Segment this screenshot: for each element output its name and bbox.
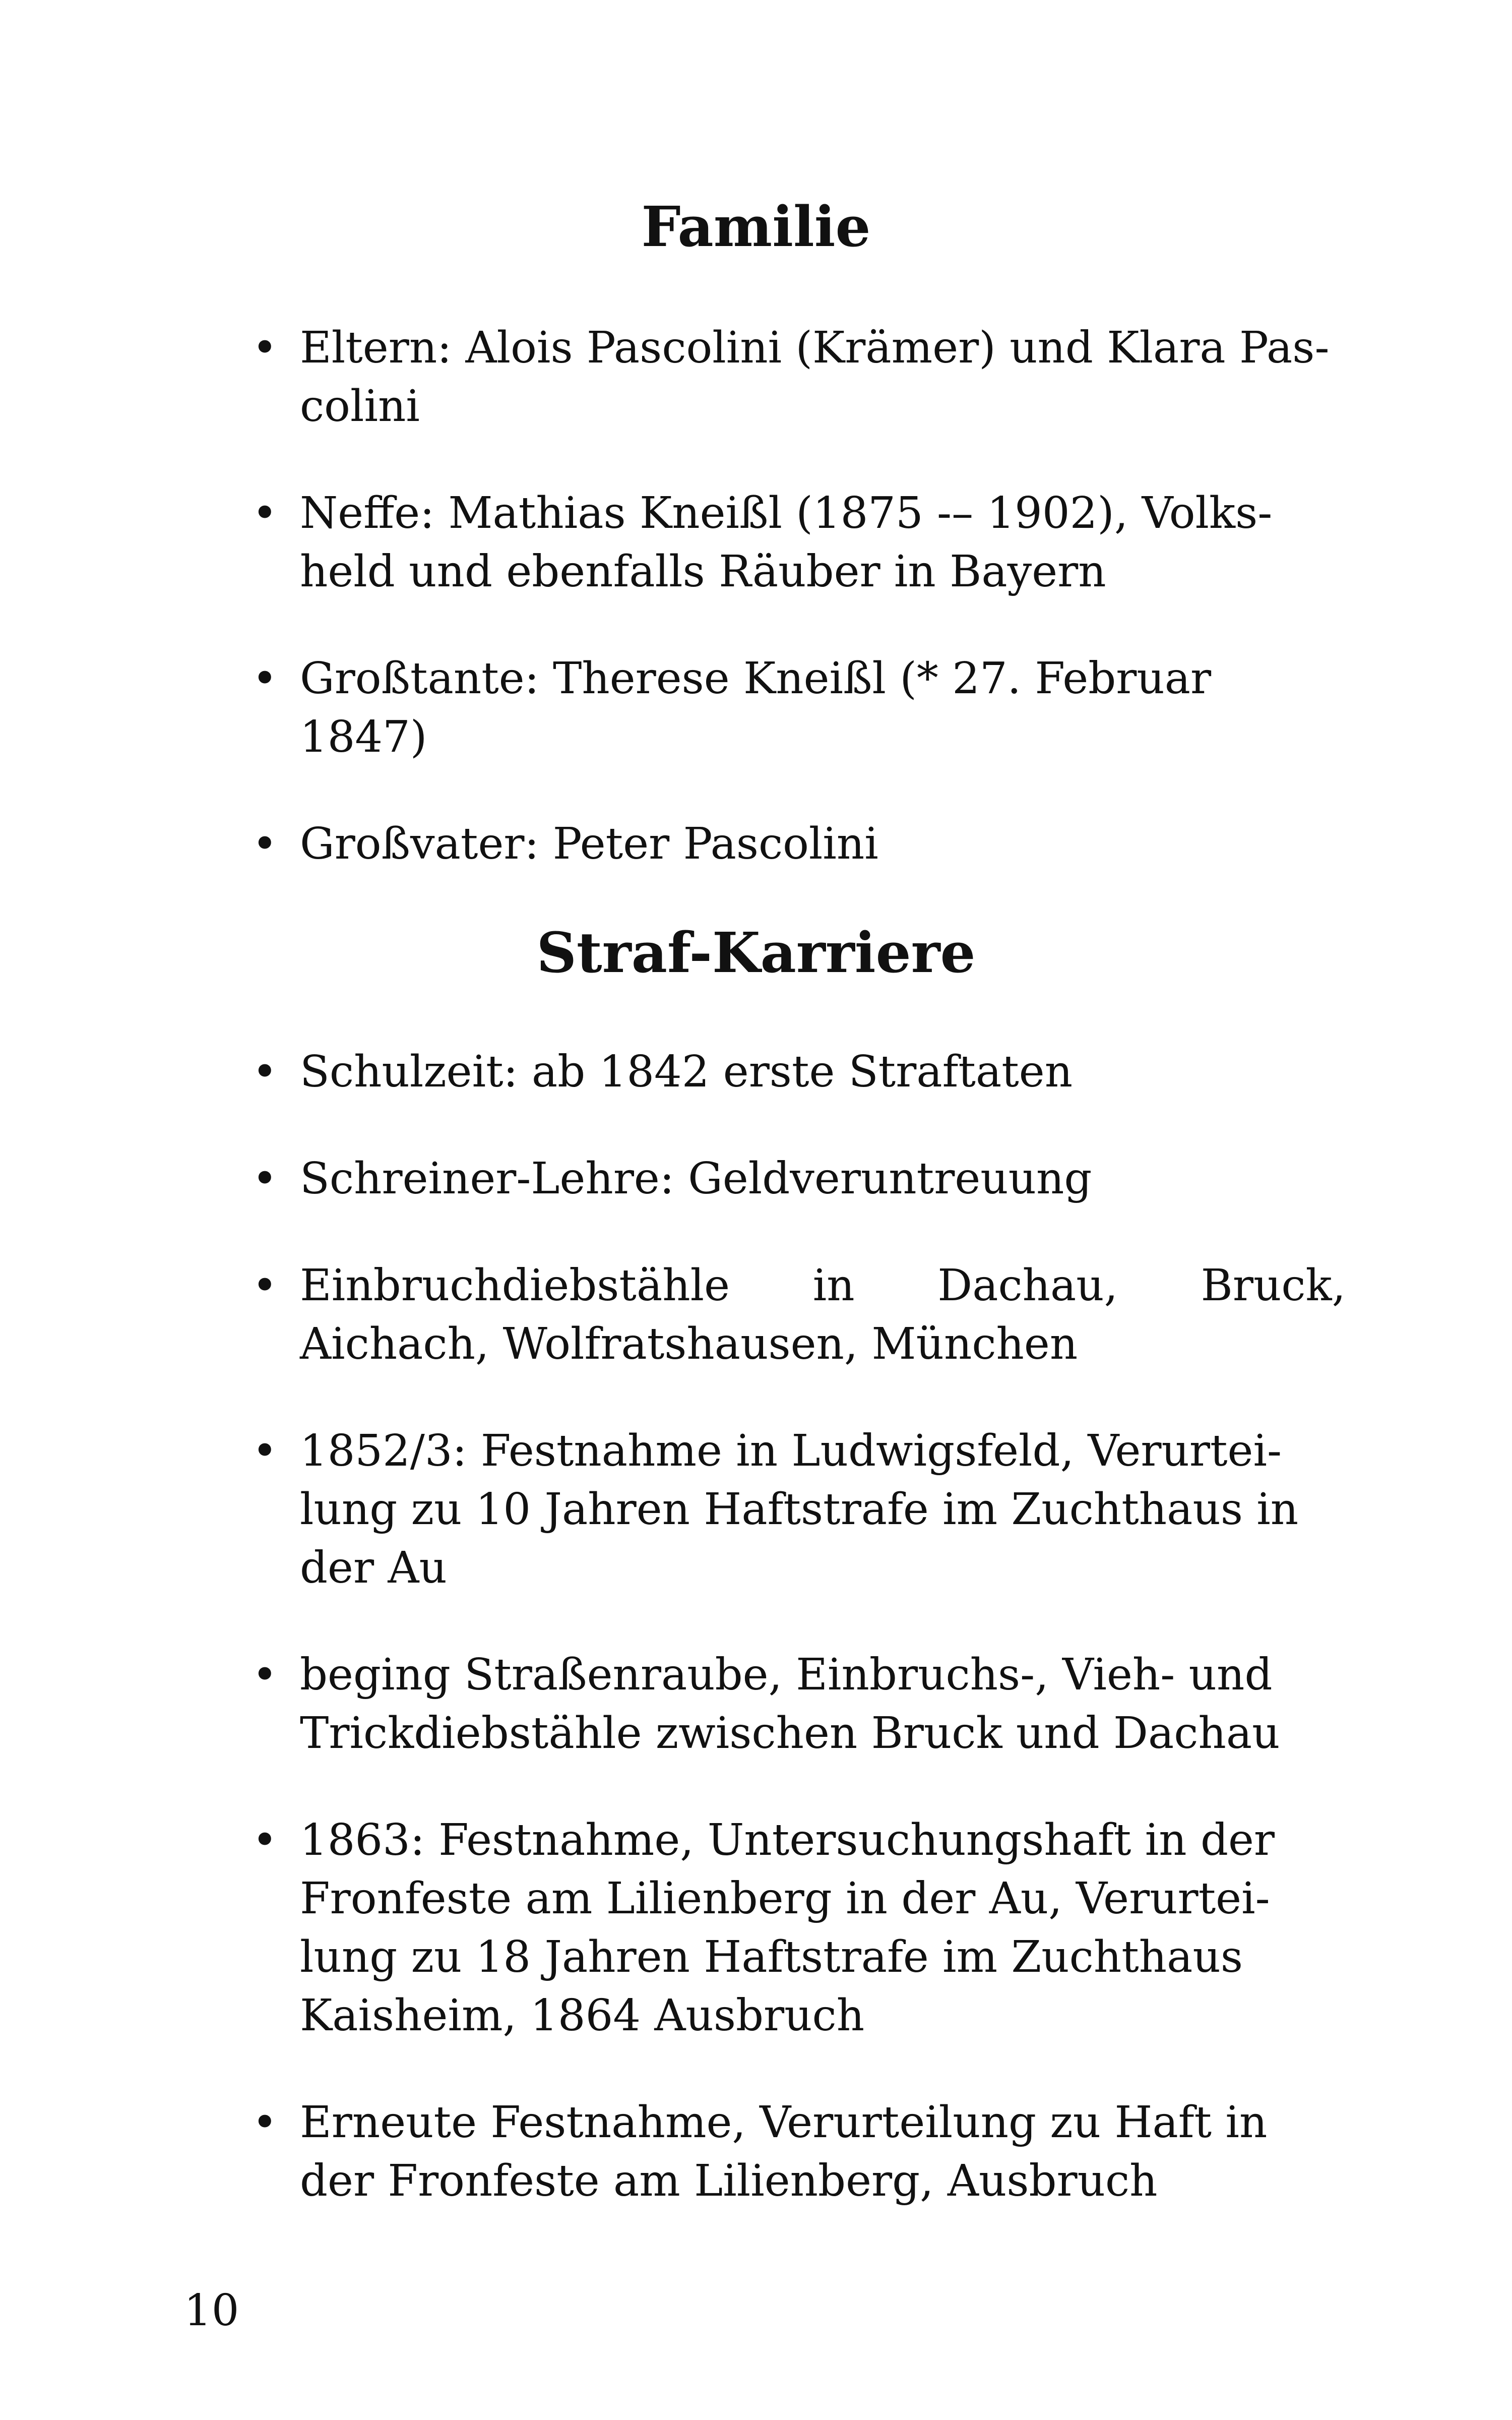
familie-list: [252, 319, 1346, 922]
bullet-icon: •: [252, 323, 278, 373]
list-item: [252, 2093, 1346, 2210]
straf-karriere-list: [252, 1043, 1346, 2259]
bullet-icon: •: [252, 1154, 278, 1204]
bullet-icon: •: [252, 2097, 278, 2148]
list-item-text: Großtante: Therese Kneißl (* 27. Februar 1847): [300, 653, 1212, 762]
section-title-familie: Familie: [641, 194, 871, 259]
list-item: [252, 1811, 1346, 2045]
list-item-text: beging Straßenraube, Einbruchs-, Vieh- und Trickdiebstähle zwischen Bruck und Dachau: [300, 1650, 1280, 1759]
list-item-text: Schulzeit: ab 1842 erste Straftaten: [300, 1047, 1073, 1097]
list-item: [252, 484, 1346, 601]
list-item: [252, 319, 1346, 436]
list-item: [252, 815, 1346, 873]
bullet-icon: •: [252, 1047, 278, 1097]
list-item-text: 1863: Festnahme, Untersuchungshaft in der Fronfeste am Lilienberg in der Au, Verurtei-lung zu 18 Jahren Haftstrafe im Zuchthaus Kaisheim, 1864 Ausbruch: [300, 1815, 1275, 2041]
bullet-icon: •: [252, 1426, 278, 1476]
list-item: [252, 1646, 1346, 1763]
list-item-text: Großvater: Peter Pascolini: [300, 819, 878, 869]
page-number: 10: [184, 2285, 239, 2336]
bullet-icon: •: [252, 488, 278, 538]
list-item-text: Schreiner-Lehre: Geldveruntreuung: [300, 1154, 1092, 1204]
bullet-icon: •: [252, 1815, 278, 1865]
list-item-text: Eltern: Alois Pascolini (Krämer) und Klara Pas-colini: [300, 323, 1330, 432]
list-item: [252, 1422, 1346, 1597]
list-item-text: 1852/3: Festnahme in Ludwigsfeld, Verurtei-lung zu 10 Jahren Haftstrafe im Zuchthaus in der Au: [300, 1426, 1299, 1593]
bullet-icon: •: [252, 1650, 278, 1700]
list-item: [252, 1256, 1346, 1373]
list-item: [252, 649, 1346, 766]
list-item-text-line: Aichach, Wolfratshausen, München: [300, 1319, 1078, 1369]
bullet-icon: •: [252, 1260, 278, 1311]
list-item: [252, 1043, 1346, 1101]
list-item-text: Neffe: Mathias Kneißl (1875 -– 1902), Volks-held und ebenfalls Räuber in Bayern: [300, 488, 1273, 597]
section-title-straf-karriere: Straf-Karriere: [536, 920, 976, 985]
list-item-text-line: Einbruchdiebstähle in Dachau, Bruck,: [300, 1260, 1346, 1311]
list-item: [252, 1150, 1346, 1208]
bullet-icon: •: [252, 819, 278, 869]
bullet-icon: •: [252, 653, 278, 704]
list-item-text: Erneute Festnahme, Verurteilung zu Haft in der Fronfeste am Lilienberg, Ausbruch: [300, 2097, 1268, 2206]
